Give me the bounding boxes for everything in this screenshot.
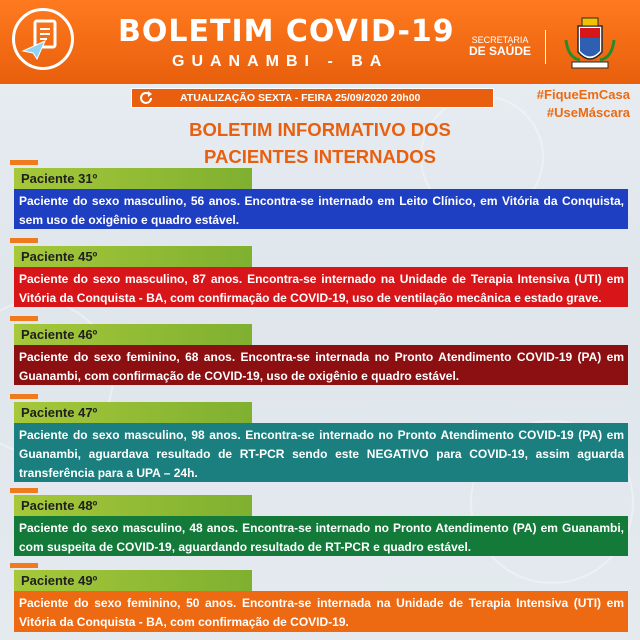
section-title-line1: BOLETIM INFORMATIVO DOS	[189, 119, 451, 140]
page-title: BOLETIM COVID-19	[118, 14, 455, 49]
update-timestamp: ATUALIZAÇÃO SEXTA - FEIRA 25/09/2020 20h00	[180, 92, 421, 104]
patient-description: Paciente do sexo masculino, 98 anos. Encontra-se internado no Pronto Atendimento COVID-19 (PA) em Guanambi, aguardava resultado de RT-PCR sendo este NEGATIVO para COVID-19, assim aguarda transferência para a UPA – 24h.	[14, 423, 628, 482]
secretaria-line2: DE SAÚDE	[468, 44, 531, 59]
patient-label: Paciente 46º	[14, 324, 252, 346]
bulletin-logo	[12, 8, 74, 70]
patient-label: Paciente 45º	[14, 246, 252, 268]
secretaria-label	[455, 36, 545, 58]
patient-description: Paciente do sexo feminino, 50 anos. Encontra-se internada na Unidade de Terapia Intensiva (UTI) em Vitória da Conquista - BA, com confirmação de COVID-19.	[14, 591, 628, 632]
section-title	[0, 116, 640, 170]
update-timestamp-bar	[131, 88, 494, 108]
case-accent-bar	[10, 160, 38, 165]
patient-description: Paciente do sexo masculino, 87 anos. Encontra-se internado na Unidade de Terapia Intensiva (UTI) em Vitória da Conquista - BA, com confirmação de COVID-19, uso de ventilação mecânica e estado grave.	[14, 267, 628, 307]
case-accent-bar	[10, 394, 38, 399]
guanambi-crest-icon	[558, 12, 622, 76]
case-accent-bar	[10, 316, 38, 321]
case-accent-bar	[10, 238, 38, 243]
hashtag-use-mask: #UseMáscara	[546, 105, 630, 120]
section-title-line2: PACIENTES INTERNADOS	[204, 146, 436, 167]
patient-description: Paciente do sexo feminino, 68 anos. Encontra-se internada no Pronto Atendimento COVID-19 (PA) em Guanambi, com confirmação de COVID-19, uso de oxigênio e quadro estável.	[14, 345, 628, 385]
patient-label: Paciente 49º	[14, 570, 252, 592]
document-paper-plane-icon	[15, 11, 71, 67]
city-subtitle: GUANAMBI - BA	[172, 53, 389, 70]
refresh-icon	[138, 90, 154, 106]
patient-label: Paciente 31º	[14, 168, 252, 190]
patient-description: Paciente do sexo masculino, 48 anos. Encontra-se internado no Pronto Atendimento (PA) em Guanambi, com suspeita de COVID-19, aguardando resultado de RT-PCR e quadro estável.	[14, 516, 628, 556]
header-banner	[0, 0, 640, 84]
secretaria-line1: SECRETARIA	[471, 35, 529, 45]
hashtag-stay-home: #FiqueEmCasa	[536, 87, 630, 102]
header-divider	[545, 30, 546, 64]
patient-label: Paciente 48º	[14, 495, 252, 517]
patient-description: Paciente do sexo masculino, 56 anos. Encontra-se internado em Leito Clínico, em Vitória da Conquista, sem uso de oxigênio e quadro estável.	[14, 189, 628, 229]
patient-label: Paciente 47º	[14, 402, 252, 424]
case-accent-bar	[10, 563, 38, 568]
case-accent-bar	[10, 488, 38, 493]
